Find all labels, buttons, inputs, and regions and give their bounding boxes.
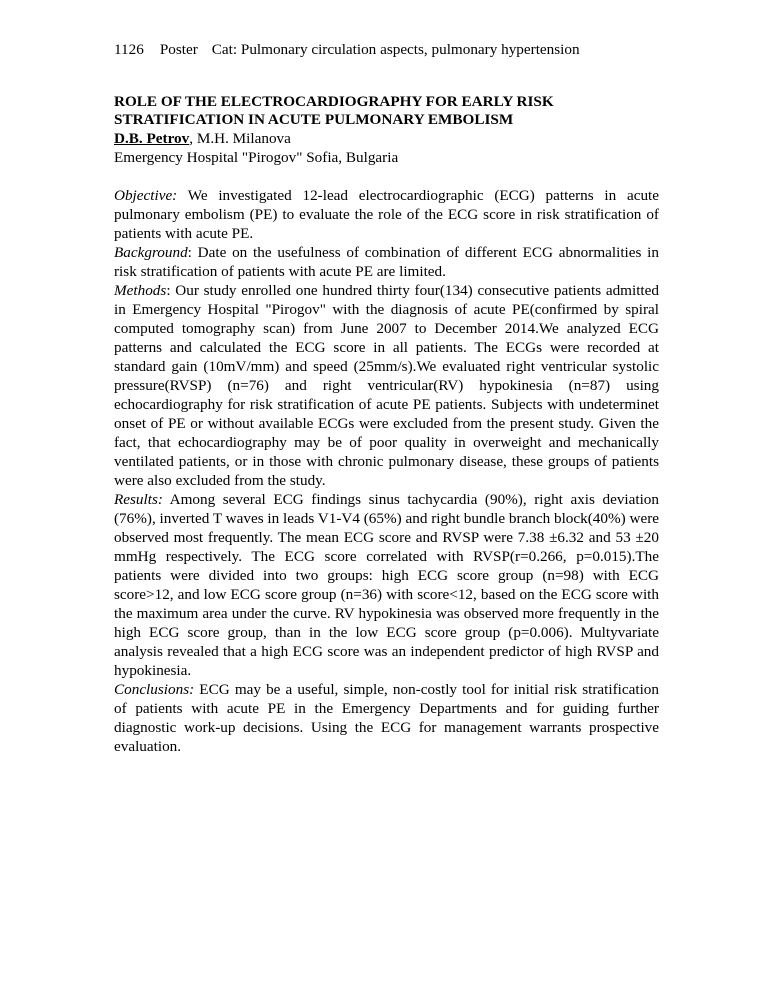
results-section (114, 490, 659, 680)
background-label: Background (114, 244, 188, 261)
methods-text: : Our study enrolled one hundred thirty four(134) consecutive patients admitted in Emergency Hospital "Pirogov" with the diagnosis of acute PE(confirmed by spiral computed tomography scan) from June 2007 to December 2014.We analyzed ECG patterns and calculated the ECG score in all patients. The ECGs were recorded at standard gain (10mV/mm) and speed (25mm/s).We evaluated right ventricular systolic pressure(RVSP) (n=76) and right ventricular(RV) hypokinesia (n=87) using echocardiography for risk stratification of acute PE patients. Subjects with undeterminet onset of PE or without available ECGs were excluded from the present study. Given the fact, that echocardiography may be of poor quality in overweight and mechanically ventilated patients, or in those with chronic pulmonary disease, these groups of patients were also excluded from the study. (114, 282, 659, 489)
abstract-header (114, 40, 659, 59)
conclusions-section (114, 680, 659, 756)
affiliation: Emergency Hospital "Pirogov" Sofia, Bulgaria (114, 149, 399, 166)
abstract-body (114, 186, 659, 756)
objective-label: Objective: (114, 187, 178, 204)
background-section (114, 243, 659, 281)
conclusions-label: Conclusions: (114, 681, 195, 698)
conclusions-text: ECG may be a useful, simple, non-costly tool for initial risk stratification of patients with acute PE in the Emergency Departments and for guiding further diagnostic work-up decisions. Using the ECG for management warrants prospective evaluation. (114, 681, 659, 755)
objective-text: We investigated 12-lead electrocardiographic (ECG) patterns in acute pulmonary embolism (PE) to evaluate the role of the ECG score in risk stratification of patients with acute PE. (114, 187, 659, 242)
background-text: : Date on the usefulness of combination of different ECG abnormalities in risk stratification of patients with acute PE are limited. (114, 244, 659, 280)
title-line-1: ROLE OF THE ELECTROCARDIOGRAPHY FOR EARLY RISK (114, 93, 554, 110)
abstract-page (114, 40, 659, 756)
category: Cat: Pulmonary circulation aspects, pulmonary hypertension (211, 41, 580, 58)
title-line-2: STRATIFICATION IN ACUTE PULMONARY EMBOLISM (114, 111, 514, 128)
methods-label: Methods (114, 282, 167, 299)
presentation-type: Poster (159, 41, 198, 58)
authors (114, 129, 659, 148)
results-text: Among several ECG findings sinus tachycardia (90%), right axis deviation (76%), inverted T waves in leads V1-V4 (65%) and right bundle branch block(40%) were observed most frequently. The mean ECG score and RVSP were 7.38 ±6.32 and 53 ±20 mmHg respectively. The ECG score correlated with RVSP(r=0.266, p=0.015).The patients were divided into two groups: high ECG score group (n=98) with ECG score>12, and low ECG score group (n=36) with score<12, based on the ECG score with the maximum area under the curve. RV hypokinesia was observed more frequently in the high ECG score group, than in the low ECG score group (p=0.006). Multyvariate analysis revealed that a high ECG score was an independent predictor of high RVSP and hypokinesia. (114, 491, 659, 679)
abstract-id: 1126 (114, 41, 144, 58)
results-label: Results: (114, 491, 163, 508)
co-authors: , M.H. Milanova (189, 130, 291, 147)
objective-section (114, 186, 659, 243)
methods-section (114, 281, 659, 490)
abstract-title (114, 93, 659, 129)
presenting-author: D.B. Petrov (114, 130, 190, 147)
